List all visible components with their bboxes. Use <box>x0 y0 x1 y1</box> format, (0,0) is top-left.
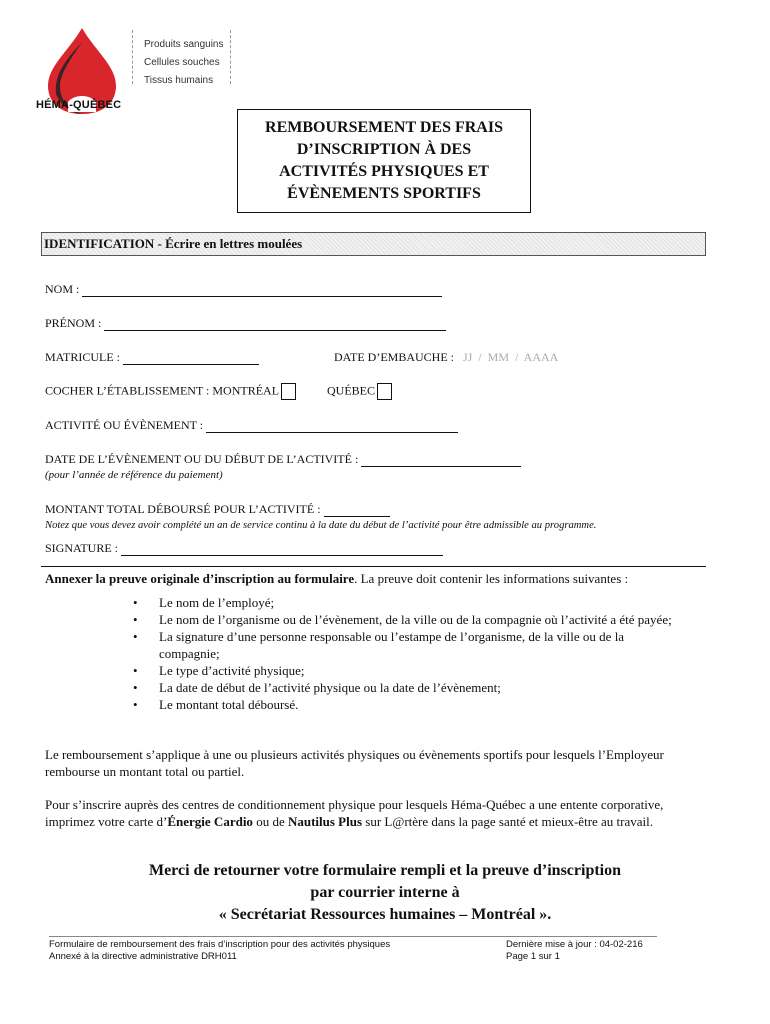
date-activite-label: DATE DE L’ÉVÈNEMENT OU DU DÉBUT DE L’ACTIVITÉ : <box>45 452 359 466</box>
paragraph-text: ou de <box>252 814 288 829</box>
montant-label: MONTANT TOTAL DÉBOURSÉ POUR L’ACTIVITÉ : <box>45 502 321 516</box>
footer-divider <box>49 936 657 937</box>
activite-field[interactable] <box>206 420 458 433</box>
reimbursement-paragraph: Le remboursement s’applique à une ou plusieurs activités physiques ou évènements sportifs pour lesquels l’Employeur rembourse un montant total ou partiel. <box>45 747 664 779</box>
signature-row <box>45 541 443 556</box>
list-item: • Le nom de l’employé; <box>133 594 673 611</box>
nom-label: NOM : <box>45 282 80 296</box>
activite-row <box>45 418 458 433</box>
closing-message <box>0 860 770 926</box>
proof-list <box>133 594 673 713</box>
date-activite-row <box>45 452 521 467</box>
montant-row <box>45 502 390 517</box>
montant-note: Notez que vous devez avoir complété un an de service continu à la date du début de l’activité pour être admissible au programme. <box>45 520 597 531</box>
registration-paragraph <box>45 796 671 830</box>
logo-tagline: Produits sanguins <box>144 39 224 50</box>
list-item: • Le nom de l’organisme ou de l’évènement, de la ville ou de la compagnie où l’activité a été payée; <box>133 611 673 628</box>
date-activite-note: (pour l’année de référence du paiement) <box>45 469 223 481</box>
footer-form-name: Formulaire de remboursement des frais d’inscription pour des activités physiques <box>49 939 391 950</box>
logo-divider <box>132 30 133 84</box>
etablissement-row <box>45 383 296 400</box>
nom-row <box>45 282 442 297</box>
quebec-checkbox[interactable] <box>377 383 392 400</box>
nautilus-plus-text: Nautilus Plus <box>287 814 363 829</box>
paragraph-text: sur L@rtère dans la page santé et mieux-être au travail. <box>362 814 654 829</box>
nom-field[interactable] <box>82 284 442 297</box>
list-item: • Le montant total déboursé. <box>133 696 673 713</box>
date-activite-field[interactable] <box>361 454 521 467</box>
prenom-label: PRÉNOM : <box>45 316 102 330</box>
quebec-label: QUÉBEC <box>327 383 375 398</box>
matricule-row <box>45 350 259 365</box>
section-divider <box>41 566 706 567</box>
proof-intro <box>45 570 715 587</box>
activite-label: ACTIVITÉ OU ÉVÈNEMENT : <box>45 418 204 432</box>
paragraph-text: Pour s’inscrire auprès des centres de conditionnement physique pour lesquels Héma-Québec a une entente corporative, imprimez votre carte d’ <box>45 797 664 829</box>
signature-field[interactable] <box>121 543 443 556</box>
footer-last-update: Dernière mise à jour : 04-02-216 <box>506 939 643 950</box>
prenom-field[interactable] <box>104 318 446 331</box>
quebec-row <box>327 383 392 400</box>
logo-divider <box>230 30 231 84</box>
list-item: • Le type d’activité physique; <box>133 662 673 679</box>
date-embauche-row <box>334 350 558 365</box>
etablissement-label: COCHER L’ÉTABLISSEMENT : MONTRÉAL <box>45 383 280 398</box>
matricule-field[interactable] <box>123 352 259 365</box>
form-title: REMBOURSEMENT DES FRAIS D’INSCRIPTION À DES ACTIVITÉS PHYSIQUES ET ÉVÈNEMENTS SPORTIFS <box>265 119 503 202</box>
logo-tagline: Cellules souches <box>144 57 220 68</box>
logo-name: HÉMA-QUÉBEC <box>36 99 122 111</box>
title-box <box>237 109 531 213</box>
logo-tagline: Tissus humains <box>144 75 214 86</box>
footer-page-number: Page 1 sur 1 <box>506 951 560 962</box>
montreal-checkbox[interactable] <box>281 383 296 400</box>
prenom-row <box>45 316 446 331</box>
date-embauche-field[interactable]: JJ / MM / AAAA <box>463 350 559 364</box>
footer-directive: Annexé à la directive administrative DRH011 <box>49 951 237 962</box>
section-title: IDENTIFICATION - Écrire en lettres moulées <box>44 236 303 251</box>
proof-intro-rest: . La preuve doit contenir les informations suivantes : <box>354 571 629 586</box>
closing-line: par courrier interne à <box>310 884 460 901</box>
montant-field[interactable] <box>324 504 390 517</box>
list-item: • La date de début de l’activité physique ou la date de l’évènement; <box>133 679 673 696</box>
signature-label: SIGNATURE : <box>45 541 119 555</box>
date-embauche-label: DATE D’EMBAUCHE : <box>334 350 454 364</box>
matricule-label: MATRICULE : <box>45 350 120 364</box>
energie-cardio-text: Énergie Cardio <box>167 814 253 829</box>
closing-line: Merci de retourner votre formulaire rempli et la preuve d’inscription <box>148 862 622 879</box>
list-item: • La signature d’une personne responsable ou l’estampe de l’organisme, de la ville ou de la compagnie; <box>133 628 673 662</box>
proof-intro-bold: Annexer la preuve originale d’inscription au formulaire <box>45 571 355 586</box>
closing-line: « Secrétariat Ressources humaines – Montréal ». <box>218 906 552 923</box>
